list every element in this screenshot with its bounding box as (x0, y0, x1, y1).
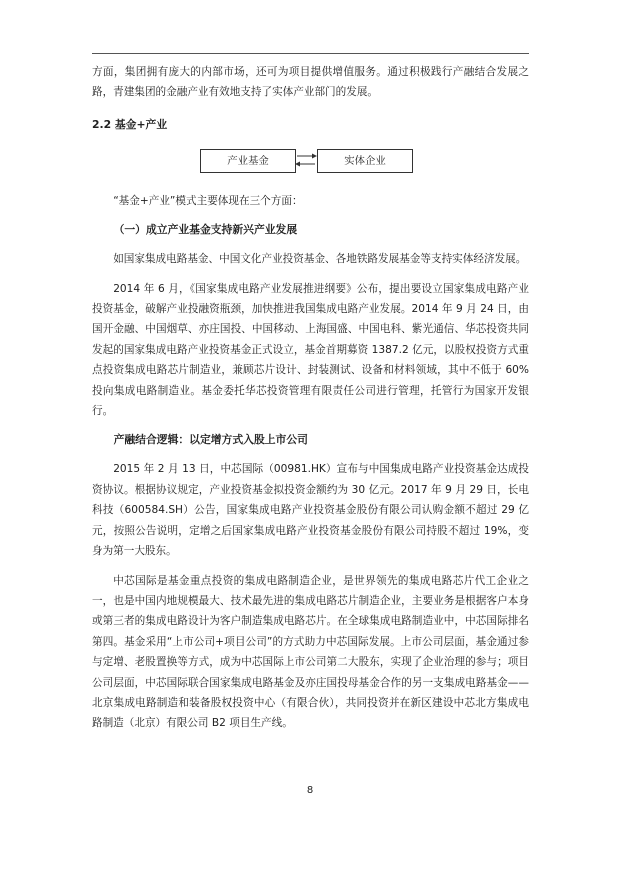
paragraph-intro: “基金+产业”模式主要体现在三个方面： (113, 194, 303, 207)
header-rule (92, 53, 529, 54)
paragraph-smic-profile: 中芯国际是基金重点投资的集成电路制造企业，是世界领先的集成电路芯片代工企业之一，也是中国内地规模最大、技术最先进的集成电路芯片制造企业，主要业务是根据客户本身或第三者的集成电路设计为客户制造集成电路芯片。在全球集成电路制造业中，中芯国际排名第四。基金采用“上市公司+项目公司”的方式助力中芯国际发展。上市公司层面，基金通过参与定增、老股置换等方式，成为中芯国际上市公司第二大股东，实现了企业治理的参与；项目公司层面，中芯国际联合国家集成电路基金及亦庄国投母基金合作的另一支集成电路基金——北京集成电路制造和装备股权投资中心（有限合伙），共同投资并在新区建设中芯北方集成电路制造（北京）有限公司 B2 项目生产线。 (92, 574, 529, 730)
paragraph-smic-investment: 2015 年 2 月 13 日，中芯国际（00981.HK）宣布与中国集成电路产业投资基金达成投资协议。根据协议规定，产业投资基金拟投资金额约为 30 亿元。2017 年 9 月 29 日，长电科技（600584.SH）公告，国家集成电路产业投资基金股份有限公司认购金额不超过 29 亿元，按照公告说明，定增之后国家集成电路产业投资基金股份有限公司持股不超过 19%，变身为第一大股东。 (92, 463, 529, 558)
page-number: 8 (306, 785, 314, 796)
paragraph-continuation: 方面，集团拥有庞大的内部市场，还可为项目提供增值服务。通过积极践行产融结合发展之路，青建集团的金融产业有效地支持了实体产业部门的发展。 (92, 66, 529, 99)
subheading-logic: 产融结合逻辑：以定增方式入股上市公司 (113, 433, 308, 447)
section-heading: 2.2 基金+产业 (92, 117, 168, 131)
bidirectional-arrow-icon (295, 151, 317, 169)
subheading-one: （一）成立产业基金支持新兴产业发展 (113, 223, 298, 237)
industry-fund-box: 产业基金 (200, 149, 296, 173)
real-enterprise-box: 实体企业 (317, 149, 413, 173)
paragraph-fund-setup: 2014 年 6 月，《国家集成电路产业发展推进纲要》公布，提出要设立国家集成电路产业投资基金，破解产业投融资瓶颈，加快推进我国集成电路产业发展。2014 年 9 月 24 日，由国开金融、中国烟草、亦庄国投、中国移动、上海国盛、中国电科、紫光通信、华芯投资共同发起的国家集成电路产业投资基金正式设立，基金首期募资 1387.2 亿元，以股权投资方式重点投资集成电路芯片制造业，兼顾芯片设计、封装测试、设备和材料领域，其中不低于 60%投向集成电路制造业。基金委托华芯投资管理有限责任公司进行管理，托管行为国家开发银行。 (92, 282, 529, 418)
paragraph-examples: 如国家集成电路基金、中国文化产业投资基金、各地铁路发展基金等支持实体经济发展。 (113, 253, 527, 266)
page-content (92, 62, 529, 734)
fund-industry-diagram (92, 149, 529, 183)
